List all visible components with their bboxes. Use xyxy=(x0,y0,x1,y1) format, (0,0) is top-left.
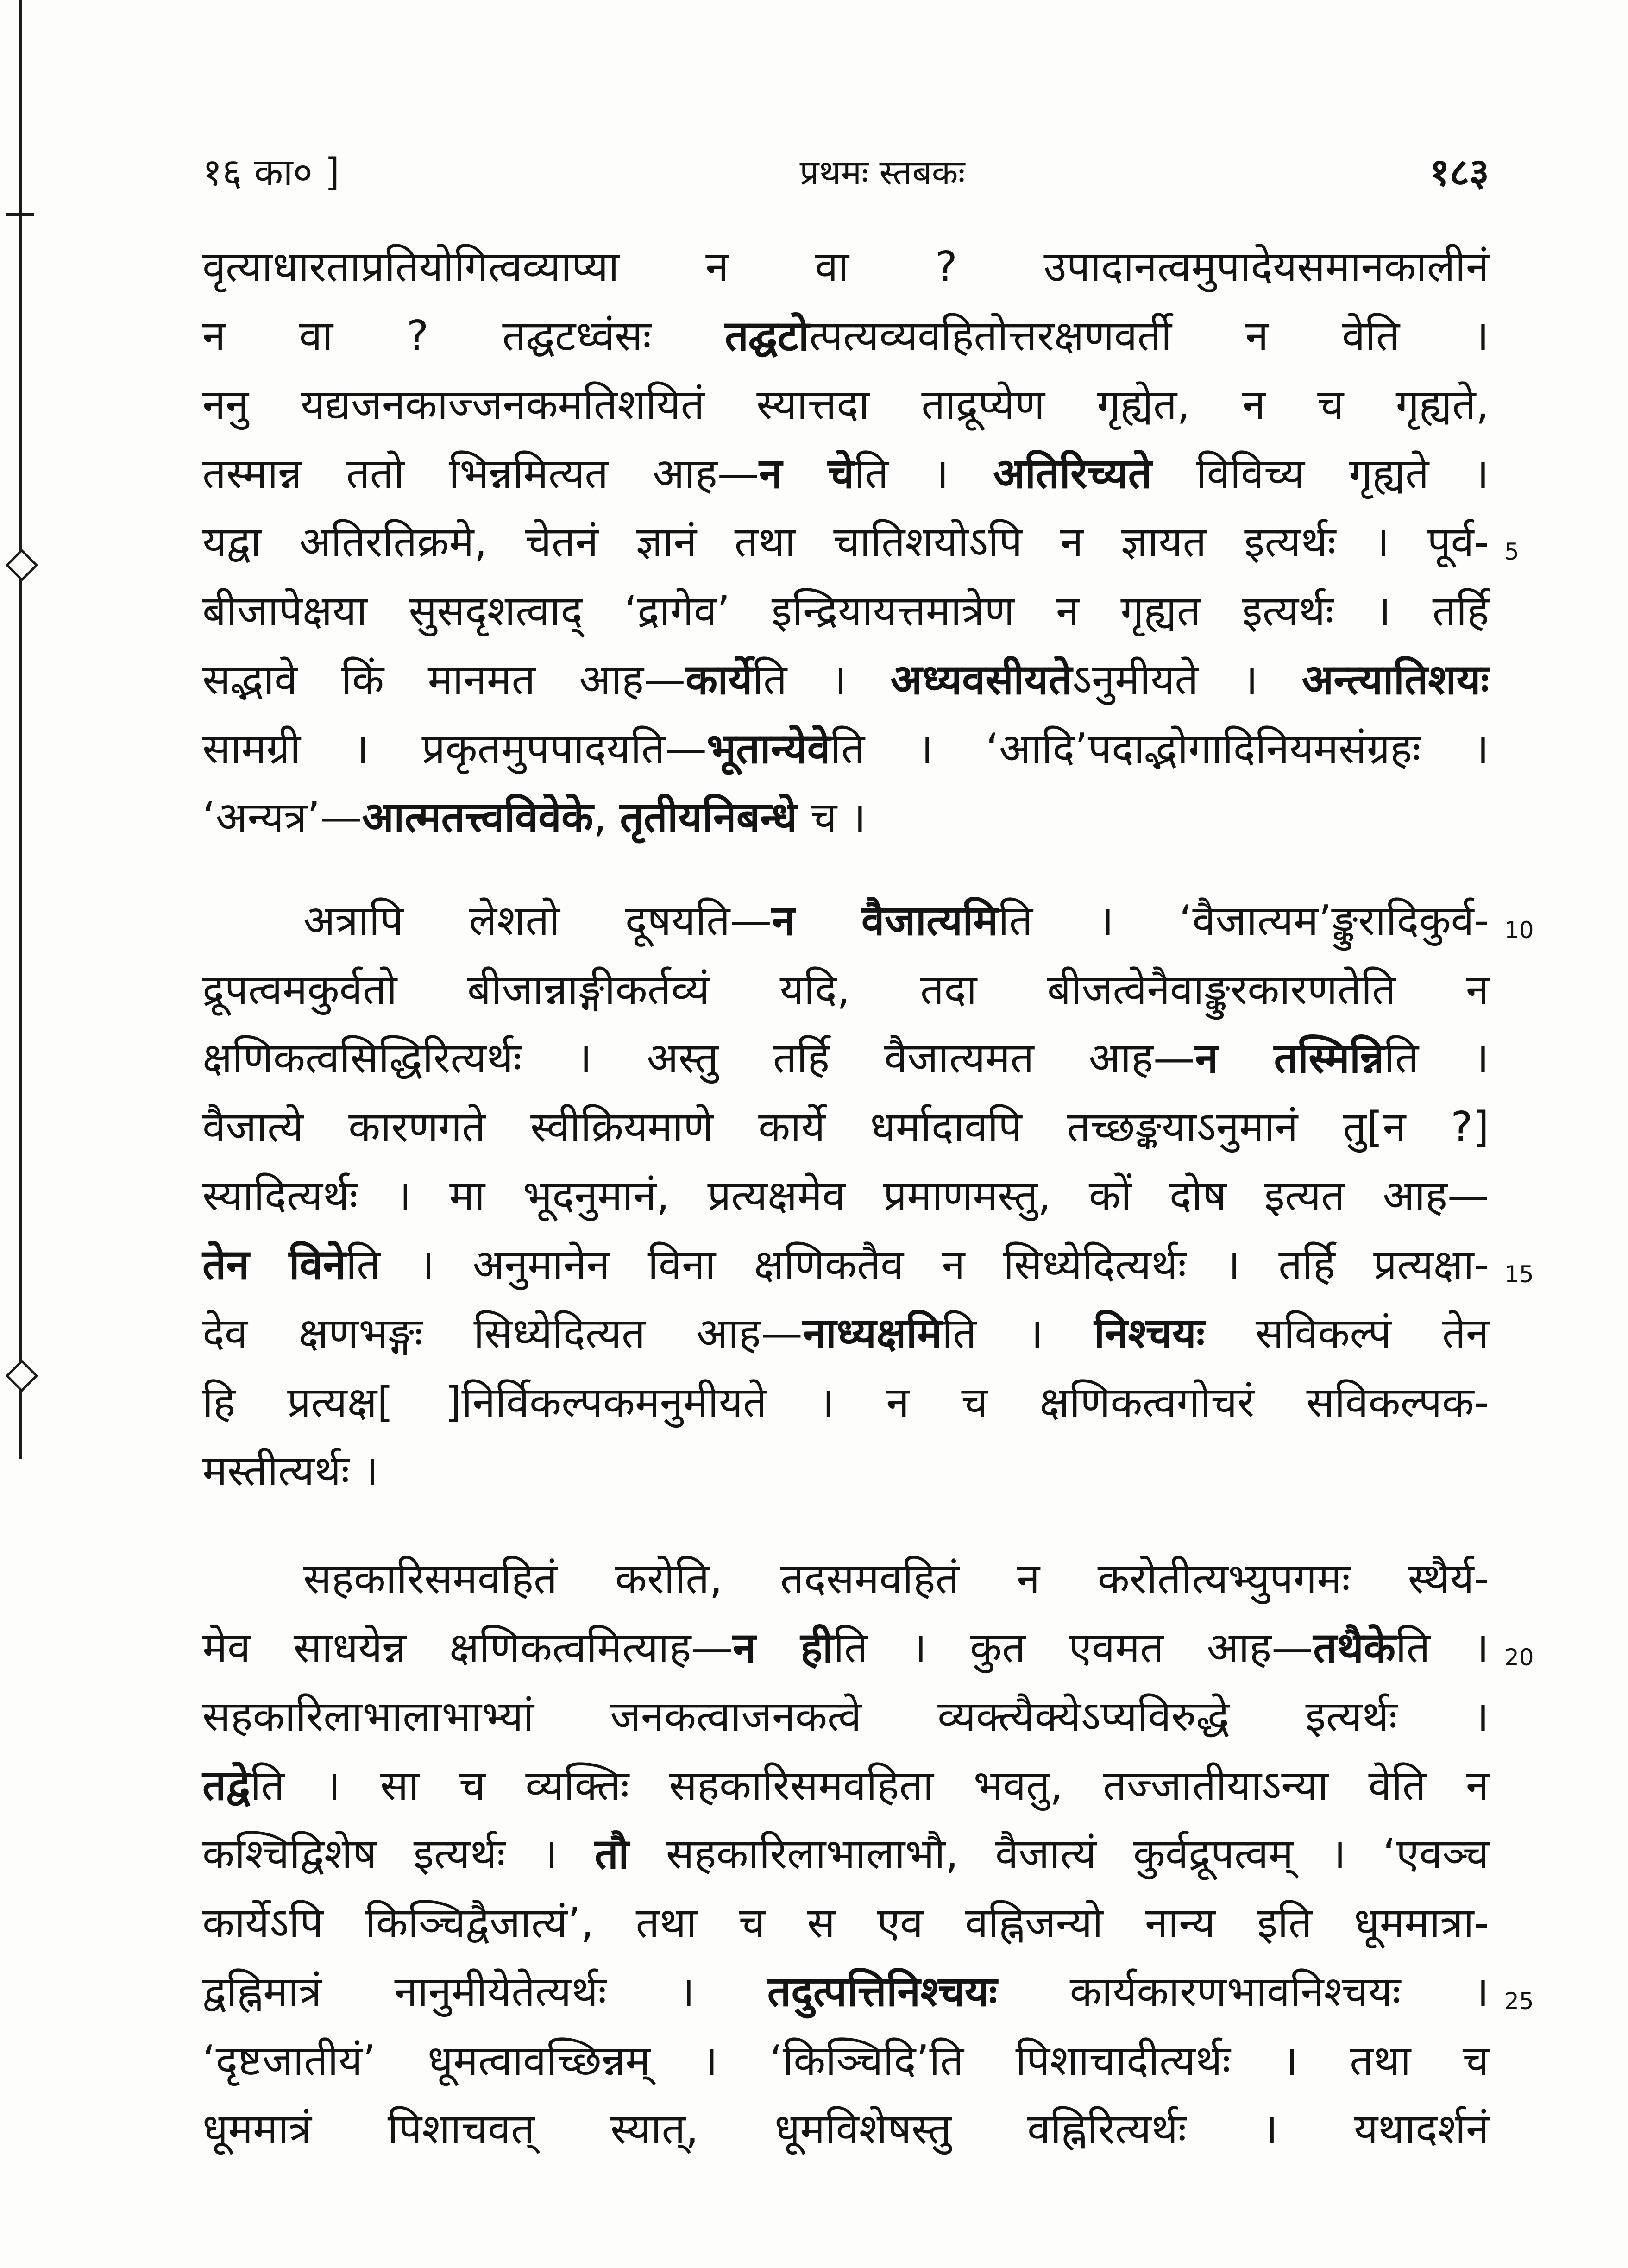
text-line xyxy=(202,1889,1489,1958)
text-segment: ति । xyxy=(942,1309,1094,1358)
text-line xyxy=(202,2095,1489,2164)
running-head-section: १६ का० ] xyxy=(202,151,340,195)
line-number: 5 xyxy=(1504,538,1519,565)
text-line xyxy=(202,440,1489,508)
text-segment: सहकारिलाभालाभौ, वैजात्यं कुर्वद्रूपत्वम् । ‘एवञ्च xyxy=(629,1830,1489,1878)
bold-lemma: कार्ये xyxy=(685,655,753,704)
text-segment: ननु यद्यजनकाज्जनकमतिशयितं स्यात्तदा ताद्रूप्येण गृह्येत, न च गृह्यते, xyxy=(202,380,1489,429)
bold-lemma: तदुत्पत्तिनिश्चयः xyxy=(767,1967,998,2016)
text-segment: ति । अनुमानेन विना क्षणिकतैव न सिध्येदित्यर्थः । तर्हि प्रत्यक्षा- xyxy=(346,1240,1489,1289)
text-segment: न वा ? तद्घटध्वंसः xyxy=(202,311,725,360)
text-line xyxy=(202,233,1489,302)
bold-lemma: न तस्मिन्नि xyxy=(1195,1034,1384,1083)
text-segment: अत्रापि लेशतो दूषयति— xyxy=(303,896,772,945)
bold-lemma: तद्वे xyxy=(202,1761,251,1810)
text-segment: सविकल्पं तेन xyxy=(1205,1309,1489,1358)
line-number: 25 xyxy=(1504,1988,1534,2015)
text-segment: ति । xyxy=(1384,1034,1489,1083)
text-segment: ति । xyxy=(854,449,993,498)
bold-lemma: निश्चयः xyxy=(1094,1309,1205,1358)
text-segment: सद्भावे किं मानमत आह— xyxy=(202,655,686,704)
text-segment: हि प्रत्यक्ष[ ]निर्विकल्पकमनुमीयते । न च क्षणिकत्वगोचरं सविकल्पक- xyxy=(202,1378,1489,1427)
text-line xyxy=(202,715,1489,783)
text-line xyxy=(202,1437,1489,1506)
text-line xyxy=(202,1299,1489,1368)
text-segment: च । xyxy=(797,793,866,842)
bold-lemma: तौ xyxy=(594,1830,629,1878)
text-line xyxy=(202,783,1489,852)
bold-lemma: तृतीयनिबन्धे xyxy=(620,793,798,842)
running-head-title: प्रथमः स्तबकः xyxy=(799,153,965,193)
text-segment: ति । xyxy=(752,655,891,704)
text-line xyxy=(202,1162,1489,1230)
bold-lemma: न ही xyxy=(733,1623,834,1672)
text-segment: वैजात्ये कारणगते स्वीक्रियमाणे कार्ये धर्मादावपि तच्छङ्कयाऽनुमानं तु[न ?] xyxy=(202,1102,1489,1152)
line-number: 10 xyxy=(1504,917,1534,944)
text-segment: ‘अन्यत्र’— xyxy=(202,793,362,842)
bold-lemma: अतिरिच्यते xyxy=(993,449,1152,498)
text-segment: ऽनुमीयते । xyxy=(1072,655,1302,704)
text-segment: ति । सा च व्यक्तिः सहकारिसमवहिता भवतु, तज्जातीयाऽन्या वेति न xyxy=(250,1761,1489,1810)
text-line xyxy=(202,508,1489,577)
text-line xyxy=(202,1751,1489,1820)
text-segment: बीजापेक्षया सुसदृशत्वाद् ‘द्रागेव’ इन्द्रियायत्तमात्रेण न गृह्यत इत्यर्थः । तर्हि xyxy=(202,586,1489,636)
text-line xyxy=(202,1958,1489,2026)
text-line xyxy=(202,577,1489,646)
text-segment: मस्तीत्यर्थः । xyxy=(202,1447,379,1495)
text-segment: सहकारिलाभालाभाभ्यां जनकत्वाजनकत्वे व्यक्त्यैक्येऽप्यविरुद्धे इत्यर्थः । xyxy=(202,1692,1489,1741)
text-line xyxy=(202,1614,1489,1682)
bold-lemma: न चे xyxy=(759,449,855,498)
text-segment: स्यादित्यर्थः । मा भूदनुमानं, प्रत्यक्षमेव प्रमाणमस्तु, कों दोष इत्यत आह— xyxy=(202,1172,1489,1220)
text-segment: त्पत्यव्यवहितोत्तरक्षणवर्ती न वेति । xyxy=(809,311,1489,360)
text-segment: धूममात्रं पिशाचवत् स्यात्, धूमविशेषस्तु वह्निरित्यर्थः । यथादर्शनं xyxy=(202,2105,1489,2154)
bold-lemma: भूतान्येवे xyxy=(706,724,830,773)
text-segment: कश्चिद्विशेष इत्यर्थः । xyxy=(202,1830,595,1878)
text-segment: सहकारिसमवहितं करोति, तदसमवहितं न करोतीत्यभ्युपगमः स्थैर्य- xyxy=(303,1555,1489,1603)
text-segment: यद्वा अतिरतिक्रमे, चेतनं ज्ञानं तथा चातिशयोऽपि न ज्ञायत इत्यर्थः । पूर्व- xyxy=(202,518,1489,567)
text-line xyxy=(303,887,1489,955)
text-segment: क्षणिकत्वसिद्धिरित्यर्थः । अस्तु तर्हि वैजात्यमत आह— xyxy=(202,1034,1195,1083)
text-segment: मेव साधयेन्न क्षणिकत्वमित्याह— xyxy=(202,1623,733,1672)
text-segment: विविच्य गृह्यते । xyxy=(1151,449,1490,498)
text-line xyxy=(202,1682,1489,1751)
text-line xyxy=(202,1231,1489,1299)
bold-lemma: अन्त्यातिशयः xyxy=(1301,655,1489,704)
text-segment: द्रूपत्वमकुर्वतो बीजान्नाङ्गीकर्तव्यं यदि, तदा बीजत्वेनैवाङ्कुरकारणतेति न xyxy=(202,965,1489,1014)
text-segment: ति । ‘आदि’पदाद्भोगादिनियमसंग्रहः । xyxy=(830,724,1490,773)
text-segment: ति । ‘वैजात्यम’ङ्कुरादिकुर्व- xyxy=(998,896,1489,945)
text-segment: देव क्षणभङ्गः सिध्येदित्यत आह— xyxy=(202,1309,803,1358)
bold-lemma: आत्मतत्त्वविवेके xyxy=(362,793,594,842)
text-segment: सामग्री । प्रकृतमुपपादयति— xyxy=(202,724,707,773)
bold-lemma: तद्घटो xyxy=(724,311,810,360)
text-segment: ति । कुत एवमत आह— xyxy=(833,1623,1314,1672)
text-line xyxy=(202,646,1489,714)
text-segment: , xyxy=(593,793,620,842)
text-line xyxy=(202,1368,1489,1437)
text-line xyxy=(202,2027,1489,2095)
text-segment: ‘दृष्टजातीयं’ धूमत्वावच्छिन्नम् । ‘किञ्चिदि’ति पिशाचादीत्यर्थः । तथा च xyxy=(202,2036,1489,2085)
page-number: १८३ xyxy=(1430,151,1489,195)
text-line xyxy=(202,956,1489,1024)
text-line xyxy=(202,1820,1489,1889)
text-segment: कार्यकारणभावनिश्चयः । xyxy=(997,1967,1489,2016)
text-segment: ति । xyxy=(1395,1623,1489,1672)
text-segment: कार्येऽपि किञ्चिद्वैजात्यं’, तथा च स एव वह्निजन्यो नान्य इति धूममात्रा- xyxy=(202,1898,1489,1947)
text-line xyxy=(202,1024,1489,1093)
text-line xyxy=(202,302,1489,371)
line-number: 20 xyxy=(1504,1644,1534,1671)
text-segment: तस्मान्न ततो भिन्नमित्यत आह— xyxy=(202,449,759,498)
bold-lemma: नाध्यक्षमि xyxy=(802,1309,942,1358)
bold-lemma: न वैजात्यमि xyxy=(772,896,999,945)
text-segment: वृत्याधारताप्रतियोगित्वव्याप्या न वा ? उपादानत्वमुपादेयसमानकालीनं xyxy=(202,243,1489,291)
text-line xyxy=(202,371,1489,439)
text-segment: द्वह्निमात्रं नानुमीयेतेत्यर्थः । xyxy=(202,1967,767,2016)
line-number: 15 xyxy=(1504,1260,1534,1288)
bold-lemma: अध्यवसीयते xyxy=(890,655,1072,704)
bold-lemma: तथैके xyxy=(1313,1623,1396,1672)
bold-lemma: तेन विने xyxy=(202,1240,346,1289)
text-line xyxy=(303,1545,1489,1613)
text-line xyxy=(202,1093,1489,1162)
